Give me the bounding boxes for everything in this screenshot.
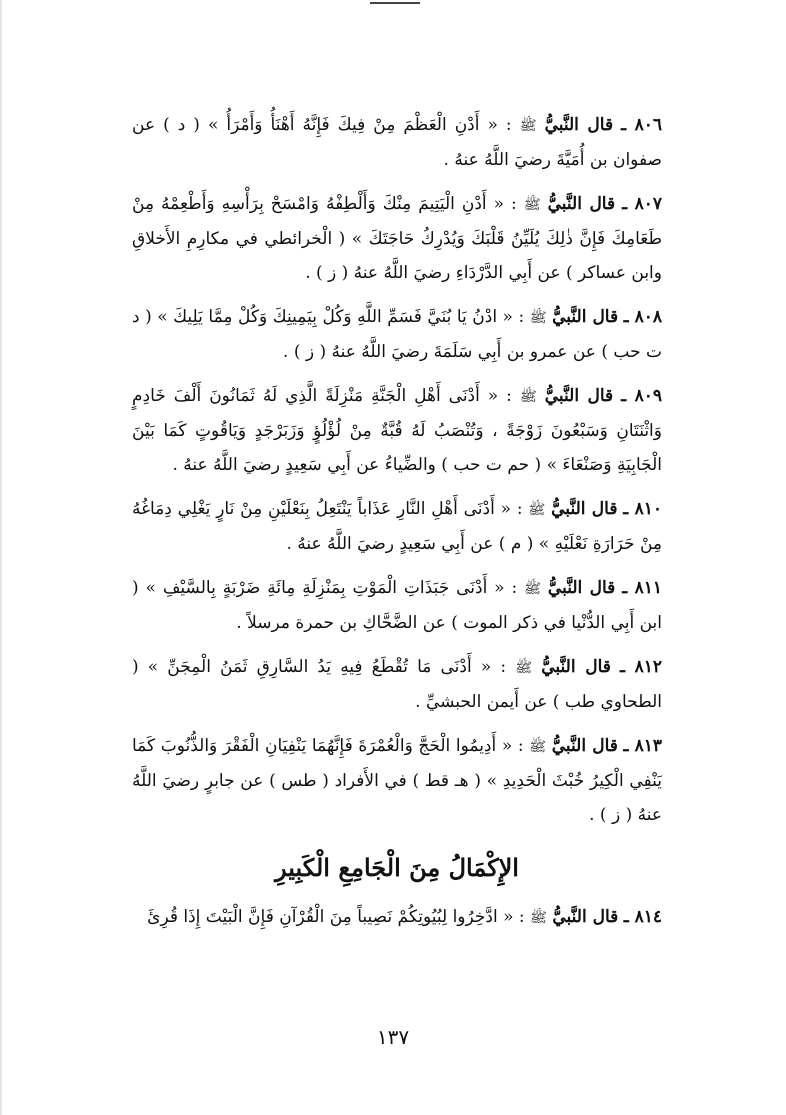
- hadith-entry-814: [132, 900, 662, 935]
- page-number: ١٣٧: [376, 1025, 410, 1049]
- honorific-glyph: ﷺ: [529, 739, 547, 755]
- honorific-glyph: ﷺ: [515, 660, 533, 676]
- entry-number: ٨١١ ـ: [622, 578, 662, 598]
- entry-number: ٨٠٩ ـ: [621, 386, 662, 406]
- entry-number: ٨١٤ ـ: [623, 907, 662, 927]
- hadith-entry-807: [132, 187, 662, 290]
- hadith-text: : « ادْنُ يَا بُنَيَّ فَسَمِّ اللَّهِ وَكُلْ بِيَمِينِكَ وَكُلْ مِمَّا يَلِيكَ »: [157, 307, 525, 327]
- hadith-source: ( حم ت حب ) والضِّياءُ عن أَبِي سَعِيدٍ رضيَ اللَّهُ عنهُ .: [172, 455, 542, 475]
- honorific-glyph: ﷺ: [529, 310, 547, 326]
- top-rule: [370, 2, 420, 4]
- hadith-source: ( الْخرائطي في مكارِمِ الأَخلاقِ وابن عساكر ) عن أَبِي الدَّرْدَاءِ رضيَ اللَّهُ عنهُ ( ز ) .: [132, 229, 662, 283]
- honorific-glyph: ﷺ: [528, 502, 546, 518]
- entry-said: قال النَّبيُّ: [547, 194, 616, 214]
- hadith-source: ( د ت حب ) عن عمرو بن أَبِي سَلَمَةَ رضيَ اللَّهُ عنهُ ( ز ) .: [132, 307, 662, 362]
- page-edge-shadow: [0, 0, 3, 1115]
- entry-said: قال النَّبيُّ: [552, 307, 619, 327]
- entry-number: ٨٠٨ ـ: [623, 307, 663, 327]
- entry-said: قال النَّبيُّ: [552, 907, 619, 927]
- entry-said: قال النَّبيُّ: [547, 578, 616, 598]
- hadith-text: : « أَدِيمُوا الْحَجَّ وَالْعُمْرَةَ فَإِنَّهُمَا يَنْفِيَانِ الْفَقْرَ وَالذُّنُوبَ كَمَا يَنْفِي الْكِيرُ خُبْثَ الْحَدِيدِ »: [132, 736, 662, 791]
- hadith-source: ( هـ قط ) في الأَفراد ( طس ) عن جابرٍ رضيَ اللَّهُ عنهُ ( ز ) .: [132, 771, 662, 825]
- hadith-entry-806: [132, 108, 662, 177]
- hadith-entry-808: [132, 300, 662, 369]
- hadith-entry-811: [132, 571, 662, 640]
- hadith-entry-812: [132, 650, 662, 719]
- hadith-entry-810: [132, 492, 662, 561]
- entry-said: قال النَّبيُّ: [541, 657, 611, 677]
- hadith-source: ( ابن أَبِي الدُّنْيا في ذكر الموت ) عن الضَّحَّاكِ بن حمرة مرسلاً .: [132, 578, 662, 633]
- entry-said: قال النَّبيُّ: [551, 736, 618, 756]
- entry-number: ٨١٢ ـ: [620, 657, 663, 677]
- entry-number: ٨١٠ ـ: [623, 499, 663, 519]
- entry-said: قال النَّبيُّ: [551, 499, 618, 519]
- hadith-source: ( الطحاوي طب ) عن أَيمن الحبشيِّ .: [132, 657, 662, 712]
- honorific-glyph: ﷺ: [519, 389, 537, 405]
- hadith-text: : « أَدْنِ الْيَتِيمَ مِنْكَ وَأَلْطِفْهُ وَامْسَحْ بِرَأْسِهِ وَأَطْعِمْهُ مِنْ طَعَامِكَ فَإِنَّ ذٰلِكَ يُلَيِّنُ قَلْبَكَ وَيُدْرِكُ حَاجَتَكَ »: [132, 194, 662, 249]
- hadith-text: : « أَدْنَى جَبَذَاتِ الْمَوْتِ بِمَنْزِلَةِ مِائَةِ ضَرْبَةٍ بِالسَّيْفِ »: [145, 578, 518, 598]
- hadith-text: : « ادَّخِرُوا لِبُيُوتِكُمْ نَصِيباً مِنَ الْقُرْآنِ فَإِنَّ الْبَيْتَ إِذَا قُرِئَ: [147, 907, 525, 927]
- entry-number: ٨١٣ ـ: [623, 736, 663, 756]
- hadith-text: : « أَدْنَى مَا تُقْطَعُ فِيهِ يَدُ السَّارِقِ ثَمَنُ الْمِجَنِّ »: [147, 657, 507, 677]
- honorific-glyph: ﷺ: [519, 118, 537, 134]
- hadith-text: : « أَدْنِ الْعَظْمَ مِنْ فِيكَ فَإِنَّهُ أَهْنَأُ وَأَمْرَأُ »: [207, 115, 512, 135]
- hadith-source: ( د ) عن صفوان بن أُمَيَّةَ رضيَ اللَّهُ عنهُ .: [132, 115, 662, 170]
- page-content: [132, 108, 662, 945]
- entry-said: قال النَّبيُّ: [544, 386, 614, 406]
- entry-said: قال النَّبيُّ: [544, 115, 614, 135]
- honorific-glyph: ﷺ: [530, 910, 547, 926]
- honorific-glyph: ﷺ: [523, 197, 541, 213]
- hadith-source: ( م ) عن أَبِي سَعِيدٍ رضيَ اللَّهُ عنهُ .: [286, 534, 534, 554]
- section-heading: الإِكْمَالُ مِنَ الْجَامِعِ الْكَبِيرِ: [275, 853, 519, 882]
- entry-number: ٨٠٦ ـ: [621, 115, 663, 135]
- hadith-text: : « أَدْنَى أَهْلِ النَّارِ عَذَاباً يَنْتَعِلُ بِنَعْلَيْنِ مِنْ نَارٍ يَغْلِي دِمَاغُهُ مِنْ حَرَارَةِ نَعْلَيْهِ »: [132, 499, 662, 554]
- honorific-glyph: ﷺ: [524, 581, 542, 597]
- hadith-entry-809: [132, 379, 662, 482]
- hadith-text: : « أَدْنَى أَهْلِ الْجَنَّةِ مَنْزِلَةً الَّذِي لَهُ ثَمَانُونَ أَلْفَ خَادِمٍ وَاثْنَتَانِ وَسَبْعُونَ زَوْجَةً ، وَتُنْصَبُ لَهُ قُبَّةٌ مِنْ لُؤْلُؤٍ وَزَبَرْجَدٍ وَيَاقُوتٍ كَمَا بَيْنَ الْجَابِيَةِ وَصَنْعَاءَ »: [132, 386, 662, 475]
- entry-number: ٨٠٧ ـ: [622, 194, 662, 214]
- hadith-entry-813: [132, 729, 662, 832]
